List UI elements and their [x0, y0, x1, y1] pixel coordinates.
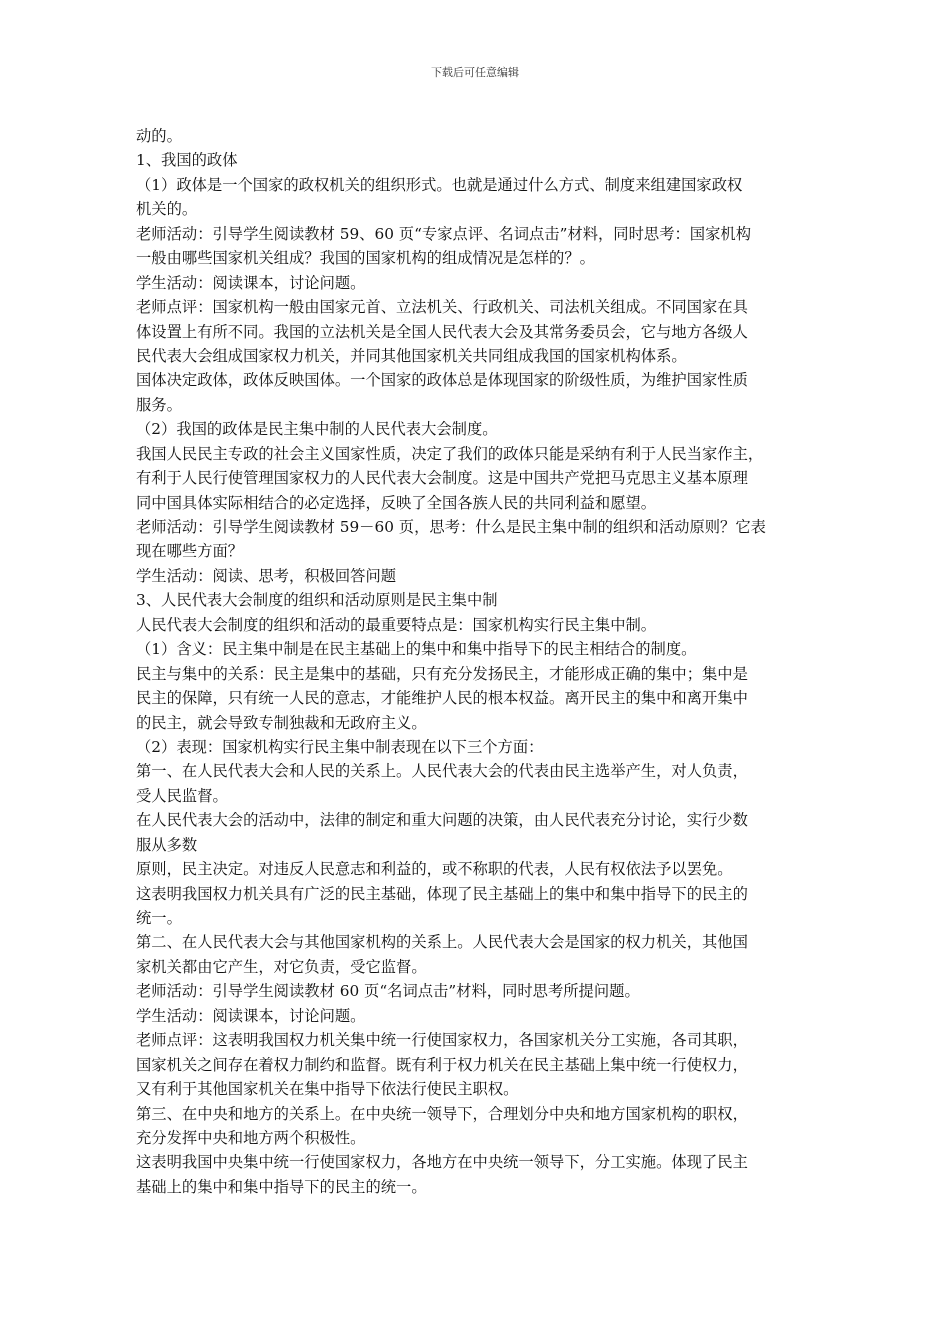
- text-line: 有利于人民行使管理国家权力的人民代表大会制度。这是中国共产党把马克思主义基本原理: [136, 469, 748, 488]
- text-line: 学生活动：阅读、思考，积极回答问题: [136, 566, 397, 585]
- text-line: 家机关都由它产生，对它负责，受它监督。: [136, 957, 427, 976]
- text-line: 第二、在人民代表大会与其他国家机构的关系上。人民代表大会是国家的权力机关，其他国: [136, 933, 748, 952]
- text-line: 一般由哪些国家机关组成？我国的国家机构的组成情况是怎样的？。: [136, 249, 595, 268]
- text-line: 充分发挥中央和地方两个积极性。: [136, 1128, 366, 1147]
- text-line: 动的。: [136, 127, 182, 145]
- text-line: 老师点评：这表明我国权力机关集中统一行使国家权力，各国家机关分工实施，各司其职，: [136, 1031, 748, 1050]
- text-line: 服务。: [136, 395, 182, 414]
- text-line: 学生活动：阅读课本，讨论问题。: [136, 1006, 366, 1025]
- text-line: 国体决定政体，政体反映国体。一个国家的政体总是体现国家的阶级性质，为维护国家性质: [136, 371, 748, 390]
- text-line: 这表明我国中央集中统一行使国家权力，各地方在中央统一领导下，分工实施。体现了民主: [136, 1153, 748, 1172]
- text-line: （1）含义：民主集中制是在民主基础上的集中和集中指导下的民主相结合的制度。: [136, 640, 697, 659]
- text-line: 民代表大会组成国家权力机关，并同其他国家机关共同组成我国的国家机构体系。: [136, 346, 687, 365]
- text-line: 老师点评：国家机构一般由国家元首、立法机关、行政机关、司法机关组成。不同国家在具: [136, 298, 748, 317]
- text-line: 基础上的集中和集中指导下的民主的统一。: [136, 1177, 427, 1196]
- text-line: 第一、在人民代表大会和人民的关系上。人民代表大会的代表由民主选举产生，对人负责，: [136, 762, 748, 781]
- text-line: 又有利于其他国家机关在集中指导下依法行使民主职权。: [136, 1080, 519, 1099]
- text-line: 在人民代表大会的活动中，法律的制定和重大问题的决策，由人民代表充分讨论，实行少数: [136, 811, 748, 830]
- document-body: [136, 124, 826, 1199]
- text-line: 我国人民民主专政的社会主义国家性质，决定了我们的政体只能是采纳有利于人民当家作主，: [136, 444, 764, 463]
- text-line: 第三、在中央和地方的关系上。在中央统一领导下，合理划分中央和地方国家机构的职权，: [136, 1104, 748, 1123]
- text-line: 原则，民主决定。对违反人民意志和利益的，或不称职的代表，人民有权依法予以罢免。: [136, 860, 733, 879]
- text-line: 体设置上有所不同。我国的立法机关是全国人民代表大会及其常务委员会，它与地方各级人: [136, 322, 748, 341]
- text-line: （1）政体是一个国家的政权机关的组织形式。也就是通过什么方式、制度来组建国家政权: [136, 175, 743, 194]
- section-heading: 3、人民代表大会制度的组织和活动原则是民主集中制: [136, 591, 498, 610]
- text-line: 的民主，就会导致专制独裁和无政府主义。: [136, 713, 427, 732]
- text-line: 国家机关之间存在着权力制约和监督。既有利于权力机关在民主基础上集中统一行使权力，: [136, 1055, 748, 1074]
- text-line: 老师活动：引导学生阅读教材 59－60 页，思考：什么是民主集中制的组织和活动原则？它表: [136, 518, 766, 536]
- text-line: 机关的。: [136, 200, 198, 219]
- text-line: 老师活动：引导学生阅读教材 60 页“名词点击”材料，同时思考所提问题。: [136, 982, 640, 1001]
- section-heading: 1、我国的政体: [136, 151, 238, 170]
- text-line: 民主与集中的关系：民主是集中的基础，只有充分发扬民主，才能形成正确的集中；集中是: [136, 664, 748, 683]
- text-line: 受人民监督。: [136, 786, 228, 805]
- text-line: 服从多数: [136, 835, 198, 854]
- text-line: 学生活动：阅读课本，讨论问题。: [136, 273, 366, 292]
- text-line: 现在哪些方面？: [136, 542, 244, 561]
- text-line: 统一。: [136, 909, 182, 927]
- text-line: 同中国具体实际相结合的必定选择，反映了全国各族人民的共同利益和愿望。: [136, 493, 657, 512]
- text-line: 老师活动：引导学生阅读教材 59、60 页“专家点评、名词点击”材料，同时思考：国家机构: [136, 224, 751, 243]
- text-line: （2）我国的政体是民主集中制的人民代表大会制度。: [136, 420, 498, 439]
- text-line: 这表明我国权力机关具有广泛的民主基础，体现了民主基础上的集中和集中指导下的民主的: [136, 884, 748, 903]
- text-line: 民主的保障，只有统一人民的意志，才能维护人民的根本权益。离开民主的集中和离开集中: [136, 689, 748, 708]
- page-header: 下载后可任意编辑: [431, 66, 519, 79]
- text-line: （2）表现：国家机构实行民主集中制表现在以下三个方面：: [136, 737, 544, 756]
- text-line: 人民代表大会制度的组织和活动的最重要特点是：国家机构实行民主集中制。: [136, 615, 657, 634]
